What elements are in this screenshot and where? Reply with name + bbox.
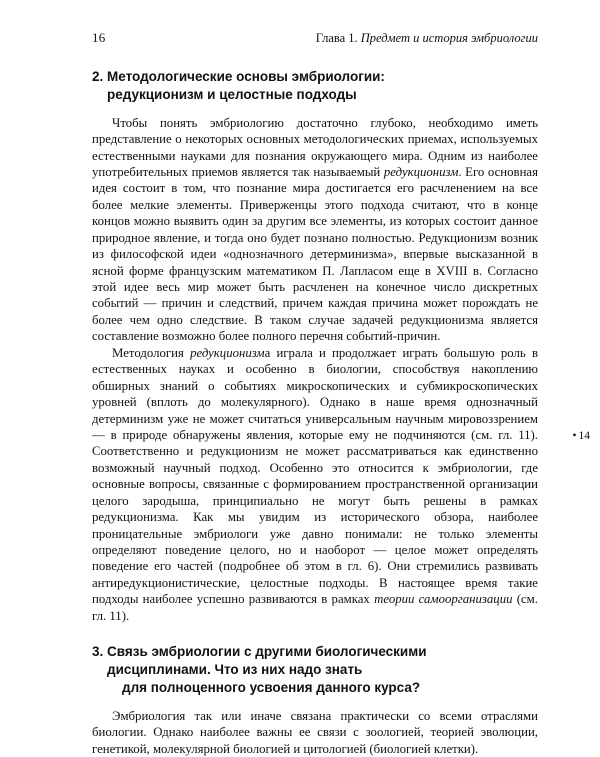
running-head (92, 30, 538, 46)
section-heading-3-line2: дисциплинами. Что из них надо знать (107, 662, 363, 677)
section-heading-2-line1: 2. Методологические основы эмбриологии: (92, 69, 385, 84)
paragraph-2-2: Методология редукционизма играла и продолжает играть большую роль в естественных науках и особенно в биологии, способствуя накоплению обширных знаний о событиях микроскопических и субмикроскопических уровней (вплоть до молекулярного). Однако в наше время однозначный детерминизм уже не может считаться универсальным научным мировоззрением — в природе обнаружены явления, которые ему не подчиняются (см. гл. 11). Соответственно и редукционизм не может рассматриваться как единственно возможный научный подход. Особенно это относится к эмбриологии, где основные вопросы, связанные с формированием пространственной организации целого зародыша, принципиально не могут быть решены в рамках редукционизма. Как мы увидим из исторического обзора, наиболее проницательные эмбриологи уже давно понимали: не только элементы определяют поведение целого, но и наоборот — целое может определять поведение его частей (подробнее об этом в гл. 6). Они стремились развивать антиредукционистические, целостные подходы. В настоящее время такие подходы наиболее успешно развиваются в рамках теории самоорганизации (см. гл. 11). (92, 345, 538, 623)
page-number: 16 (92, 30, 106, 45)
running-head-chapter: Глава 1. (315, 31, 358, 45)
section-heading-3 (92, 643, 538, 696)
section-heading-3-line1: 3. Связь эмбриологии с другими биологическими (92, 644, 427, 660)
section-heading-3-line3: для полноценного усвоения данного курса? (122, 679, 421, 695)
paragraph-3-1: Эмбриология так или иначе связана практически со всеми отраслями биологии. Однако наиболее важны ее связи с зоологией, теорией эволюции, генетикой, молекулярной биологией и цитологией (биологией клетки). (92, 708, 538, 756)
margin-note-number: 14 (578, 430, 590, 442)
section-heading-2-line2: редукционизм и целостные подходы (107, 86, 357, 102)
section-heading-2 (92, 68, 538, 104)
running-head-subject: Предмет и история эмбриологии (360, 31, 538, 45)
running-head-title (132, 31, 538, 46)
margin-note-bullet: • (572, 430, 577, 442)
margin-note-reference (572, 430, 590, 442)
paragraph-2-1: Чтобы понять эмбриологию достаточно глубоко, необходимо иметь представление о некоторых основных методологических приемах, используемых естественными науками для познания окружающего мира. Одним из наиболее употребительных приемов является так называемый редукционизм. Его основная идея состоит в том, что познание мира достигается его расчленением на все более мелкие элементы. Приверженцы этого подхода считают, что в конце концов можно выявить один за другим все элементы, из которых состоит данное природное явление, и тогда оно будет познано полностью. Редукционизм возник из философской идеи «однозначного детерминизма», впервые высказанной в ясной форме французским математиком П. Лапласом еще в XVIII в. Согласно этой идее весь мир может быть расчленен на конечное число дискретных событий — причин и следствий, причем каждая причина может порождать не более чем одно следствие. В таком случае задачей редукционизма является составление возможно более полного перечня событий-причин. (92, 115, 539, 344)
section-spacer (92, 624, 538, 643)
